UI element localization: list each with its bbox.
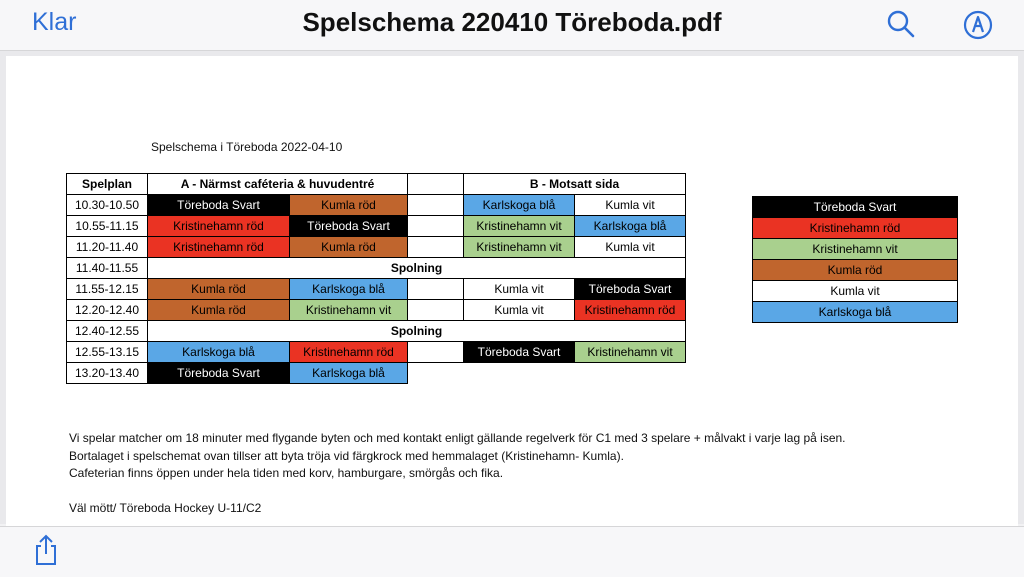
- table-row: [67, 195, 687, 216]
- spacer-cell: [408, 342, 464, 363]
- time-cell: 11.40-11.55: [67, 258, 148, 279]
- time-cell: 12.55-13.15: [67, 342, 148, 363]
- table-row: [67, 237, 687, 258]
- note-line: Cafeterian finns öppen under hela tiden med korv, hamburgare, smörgås och fika.: [69, 466, 504, 480]
- team-cell: Karlskoga blå: [148, 342, 290, 363]
- search-icon[interactable]: [886, 9, 916, 39]
- table-row: [67, 321, 687, 342]
- time-cell: 10.30-10.50: [67, 195, 148, 216]
- legend-item: Karlskoga blå: [753, 302, 958, 323]
- header-spelplan: Spelplan: [67, 174, 148, 195]
- bottom-toolbar: [0, 526, 1024, 577]
- team-cell: Kristinehamn röd: [148, 216, 290, 237]
- share-icon[interactable]: [33, 534, 59, 566]
- table-row: [67, 363, 687, 384]
- spacer-cell: [408, 279, 464, 300]
- markup-pen-icon[interactable]: [962, 9, 994, 41]
- team-cell: Kumla vit: [464, 300, 575, 321]
- table-row: [67, 279, 687, 300]
- time-cell: 12.20-12.40: [67, 300, 148, 321]
- legend-item: Kumla röd: [753, 260, 958, 281]
- break-cell: Spolning: [148, 321, 686, 342]
- legend-item: Töreboda Svart: [753, 197, 958, 218]
- team-cell: Karlskoga blå: [464, 195, 575, 216]
- table-row: [67, 342, 687, 363]
- team-cell: Töreboda Svart: [148, 363, 290, 384]
- note-line: Vi spelar matcher om 18 minuter med flygande byten och med kontakt enligt gällande regelverk för C1 med 3 spelare + målvakt i varje lag på isen.: [69, 431, 846, 445]
- legend-item: Kristinehamn vit: [753, 239, 958, 260]
- table-header-row: [67, 174, 687, 195]
- team-cell: Kristinehamn vit: [290, 300, 408, 321]
- time-cell: 11.20-11.40: [67, 237, 148, 258]
- table-row: [67, 216, 687, 237]
- legend-item: Kristinehamn röd: [753, 218, 958, 239]
- document-title: Spelschema 220410 Töreboda.pdf: [302, 7, 722, 37]
- table-row: [67, 258, 687, 279]
- header-rink-b: B - Motsatt sida: [464, 174, 686, 195]
- schedule-table: [66, 173, 687, 384]
- schedule-heading: Spelschema i Töreboda 2022-04-10: [151, 140, 343, 154]
- team-cell: Karlskoga blå: [290, 279, 408, 300]
- team-cell: Kumla vit: [575, 237, 686, 258]
- team-cell: Töreboda Svart: [148, 195, 290, 216]
- time-cell: 13.20-13.40: [67, 363, 148, 384]
- team-cell: Kumla röd: [148, 300, 290, 321]
- team-cell: Kumla röd: [148, 279, 290, 300]
- team-cell: Karlskoga blå: [290, 363, 408, 384]
- team-cell: Kristinehamn röd: [290, 342, 408, 363]
- time-cell: 12.40-12.55: [67, 321, 148, 342]
- legend-item: Kumla vit: [753, 281, 958, 302]
- break-cell: Spolning: [148, 258, 686, 279]
- team-cell: Töreboda Svart: [575, 279, 686, 300]
- team-cell: Kristinehamn röd: [148, 237, 290, 258]
- spacer-cell: [408, 300, 464, 321]
- table-row: [67, 300, 687, 321]
- spacer-cell: [408, 216, 464, 237]
- header-rink-a: A - Närmst caféteria & huvudentré: [148, 174, 408, 195]
- team-cell: Kumla röd: [290, 237, 408, 258]
- team-cell: Kumla vit: [575, 195, 686, 216]
- spacer-cell: [408, 237, 464, 258]
- team-cell: Kristinehamn vit: [464, 237, 575, 258]
- team-cell: Kristinehamn vit: [575, 342, 686, 363]
- team-cell: Kumla vit: [464, 279, 575, 300]
- done-button[interactable]: Klar: [32, 8, 77, 36]
- note-line: Bortalaget i spelschemat ovan tillser att byta tröja vid färgkrock med hemmalaget (Kristinehamn- Kumla).: [69, 448, 624, 463]
- team-cell: Kristinehamn röd: [575, 300, 686, 321]
- team-cell: Kristinehamn vit: [464, 216, 575, 237]
- time-cell: 10.55-11.15: [67, 216, 148, 237]
- team-cell: Töreboda Svart: [290, 216, 408, 237]
- team-cell: Karlskoga blå: [575, 216, 686, 237]
- team-cell: Töreboda Svart: [464, 342, 575, 363]
- spacer-cell: [408, 174, 464, 195]
- notes-text: [69, 430, 846, 483]
- signoff-text: Väl mött/ Töreboda Hockey U-11/C2: [69, 501, 262, 515]
- time-cell: 11.55-12.15: [67, 279, 148, 300]
- team-cell: Kumla röd: [290, 195, 408, 216]
- color-legend: [752, 196, 958, 323]
- spacer-cell: [408, 195, 464, 216]
